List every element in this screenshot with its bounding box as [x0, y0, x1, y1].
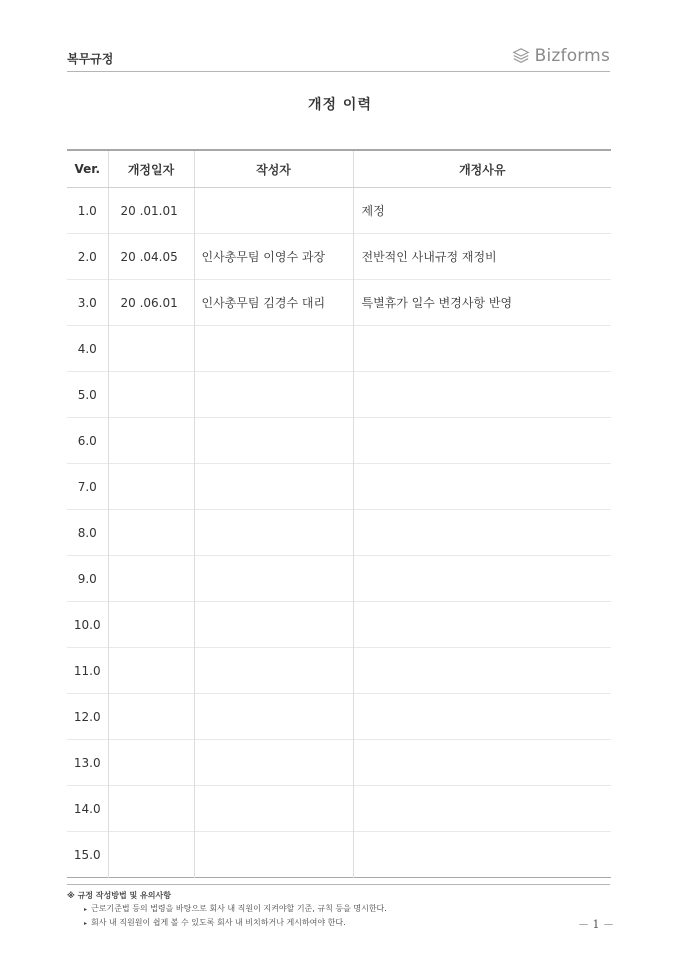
cell-author [194, 372, 353, 418]
cell-reason [353, 556, 611, 602]
table-row [67, 832, 611, 878]
cell-version: 10.0 [67, 602, 108, 648]
cell-date [108, 786, 194, 832]
cell-reason [353, 602, 611, 648]
table-row [67, 326, 611, 372]
cell-version: 13.0 [67, 740, 108, 786]
table-row [67, 280, 611, 326]
brand-logo [512, 46, 610, 66]
cell-author [194, 786, 353, 832]
table-row [67, 372, 611, 418]
table-row [67, 556, 611, 602]
table-row [67, 786, 611, 832]
page-number: － 1 － [578, 918, 614, 931]
note-text: 회사 내 직원원이 쉽게 볼 수 있도록 회사 내 비치하거나 게시하여야 한다. [91, 918, 346, 927]
table-row [67, 418, 611, 464]
cell-reason [353, 372, 611, 418]
cell-date [108, 326, 194, 372]
cell-date [108, 464, 194, 510]
cell-version: 1.0 [77, 203, 97, 218]
column-header-author: 작성자 [194, 150, 353, 188]
cell-author: 인사총무팀 김경수 대리 [194, 280, 353, 326]
note-text: 근로기준법 등의 법령을 바탕으로 회사 내 직원이 지켜야할 기준, 규칙 등을 명시한다. [91, 904, 387, 913]
cell-author [194, 326, 353, 372]
cell-version: 12.0 [67, 694, 108, 740]
table-row [67, 740, 611, 786]
cell-date [108, 648, 194, 694]
note-line [67, 902, 610, 916]
table-row [67, 602, 611, 648]
cell-version: 15.0 [67, 832, 108, 878]
notes-title: ※ 규정 작성방법 및 유의사항 [67, 891, 171, 900]
cell-version: 5.0 [67, 372, 108, 418]
cell-author [194, 418, 353, 464]
cell-reason [353, 740, 611, 786]
cell-date [108, 556, 194, 602]
cell-date: 20 .04.05 [108, 234, 194, 280]
cell-reason: 특별휴가 일수 변경사항 반영 [353, 280, 611, 326]
document-name: 복무규정 [67, 52, 114, 66]
cell-author [194, 694, 353, 740]
cell-date [108, 602, 194, 648]
table-row [67, 694, 611, 740]
table-row [67, 510, 611, 556]
note-line [67, 916, 610, 930]
cell-author [194, 464, 353, 510]
cell-author [194, 602, 353, 648]
table-row [67, 648, 611, 694]
cell-date [108, 510, 194, 556]
cell-version: 4.0 [67, 326, 108, 372]
cell-reason [353, 694, 611, 740]
cell-reason [353, 648, 611, 694]
cell-reason [353, 786, 611, 832]
cell-version: 3.0 [67, 280, 108, 326]
cell-author [194, 832, 353, 878]
cell-version: 11.0 [67, 648, 108, 694]
bullet-icon: ▸ [84, 920, 88, 927]
brand-name: Bizforms [534, 46, 610, 66]
cell-reason: 전반적인 사내규정 재정비 [353, 234, 611, 280]
column-header-version: Ver. [67, 150, 108, 188]
cell-reason [353, 464, 611, 510]
cell-author [194, 188, 353, 234]
cell-author [194, 648, 353, 694]
table-row [67, 188, 611, 234]
table-header-row [67, 150, 611, 188]
bullet-icon: ▸ [84, 906, 88, 913]
cell-version: 7.0 [67, 464, 108, 510]
column-header-reason: 개정사유 [353, 150, 611, 188]
cell-reason [353, 418, 611, 464]
cell-version: 9.0 [67, 556, 108, 602]
cell-version: 6.0 [67, 418, 108, 464]
cell-version: 8.0 [67, 510, 108, 556]
cell-reason [353, 326, 611, 372]
table-row [67, 464, 611, 510]
cell-date: 20 .01.01 [108, 188, 194, 234]
page-title: 개정 이력 [308, 97, 372, 113]
cell-author: 인사총무팀 이영수 과장 [194, 234, 353, 280]
writing-notes [67, 884, 610, 930]
bizforms-logo-icon [512, 47, 530, 65]
page-header [67, 46, 610, 72]
cell-date [108, 832, 194, 878]
column-header-date: 개정일자 [108, 150, 194, 188]
cell-reason [353, 510, 611, 556]
cell-author [194, 740, 353, 786]
cell-author [194, 556, 353, 602]
cell-author [194, 510, 353, 556]
cell-date [108, 740, 194, 786]
cell-version: 2.0 [67, 234, 108, 280]
cell-version: 14.0 [67, 786, 108, 832]
cell-reason: 제정 [353, 188, 611, 234]
revision-history-table [67, 149, 611, 878]
cell-date [108, 694, 194, 740]
cell-date: 20 .06.01 [108, 280, 194, 326]
cell-reason [353, 832, 611, 878]
cell-date [108, 372, 194, 418]
cell-date [108, 418, 194, 464]
table-row [67, 234, 611, 280]
